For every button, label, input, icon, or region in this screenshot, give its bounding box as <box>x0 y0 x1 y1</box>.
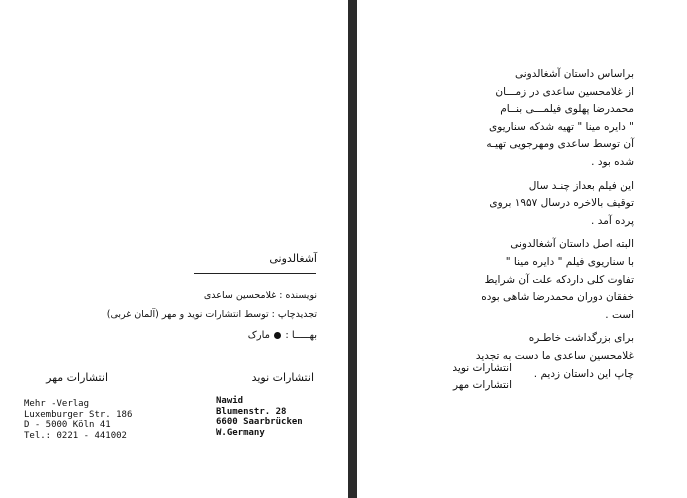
address-mehr <box>24 399 132 441</box>
right-page <box>357 0 687 498</box>
text-line: توقیف بالاخره درسال ۱۹۵۷ بروی <box>489 197 634 210</box>
address-line: Nawid <box>216 396 244 406</box>
publisher-nawid-persian: انتشارات نوید <box>251 371 314 384</box>
text-line: شده بود . <box>591 155 634 168</box>
publisher-mehr-persian: انتشارات مهر <box>46 371 108 384</box>
text-line: با سناریوی فیلم " دایره مینا " <box>505 255 634 268</box>
address-line: Luxemburger Str. 186 <box>24 409 133 420</box>
text-line: این فیلم بعداز چنـد سال <box>528 179 634 192</box>
text-line: " دایره مینا " تهیه شدکه سناریوی <box>489 120 634 133</box>
text-line: است . <box>605 308 634 321</box>
book-title: آشغالدونی <box>269 252 317 265</box>
book-gutter <box>348 0 357 498</box>
text-line: برای بزرگداشت خاطـره <box>528 332 634 345</box>
text-line: از غلامحسین ساعدی در زمـــان <box>495 85 634 98</box>
text-line: البته اصل داستان آشغالدونی <box>510 238 634 251</box>
paragraph <box>384 178 634 231</box>
address-nawid <box>216 396 303 438</box>
title-underline <box>194 273 316 274</box>
reprint-line: تجدیدچاپ : توسط انتشارات نوید و مهر (آلمان غربی) <box>106 309 317 320</box>
price-label: بهـــــا : <box>285 330 317 341</box>
paragraph <box>384 236 634 324</box>
publishers-list <box>452 360 512 394</box>
author-line: نویسنده : غلامحسین ساعدی <box>203 290 317 301</box>
text-line: محمدرضا پهلوی فیلمـــی بنــام <box>500 103 634 116</box>
paragraph <box>384 66 634 172</box>
foreword-text <box>384 66 634 389</box>
address-line: 6600 Saarbrücken <box>216 417 303 427</box>
text-line: آن توسط ساعدی ومهرجویی تهیـه <box>486 138 634 151</box>
price-line <box>248 330 317 341</box>
text-line: خفقان دوران محمدرضا شاهی بوده <box>481 291 634 304</box>
publisher-name: انتشارات نوید <box>452 362 512 374</box>
address-line: Blumenstr. 28 <box>216 406 287 417</box>
text-line: غلامحسین ساعدی ما دست به تجدید <box>475 349 634 362</box>
text-line: تفاوت کلی داردکه علت آن شرایط <box>484 273 634 286</box>
text-line: چاپ این داستان زدیم . <box>533 367 634 380</box>
address-line: Tel.: 0221 - 441002 <box>24 430 127 441</box>
price-placeholder-dot <box>274 332 281 339</box>
address-line: D - 5000 Köln 41 <box>24 420 111 430</box>
text-line: پرده آمد . <box>591 214 634 227</box>
text-line: براساس داستان آشغالدونی <box>514 68 634 80</box>
address-line: Mehr -Verlag <box>24 399 90 409</box>
price-unit: مارک <box>247 330 270 341</box>
publisher-name: انتشارات مهر <box>452 379 512 391</box>
address-line: W.Germany <box>216 427 265 438</box>
